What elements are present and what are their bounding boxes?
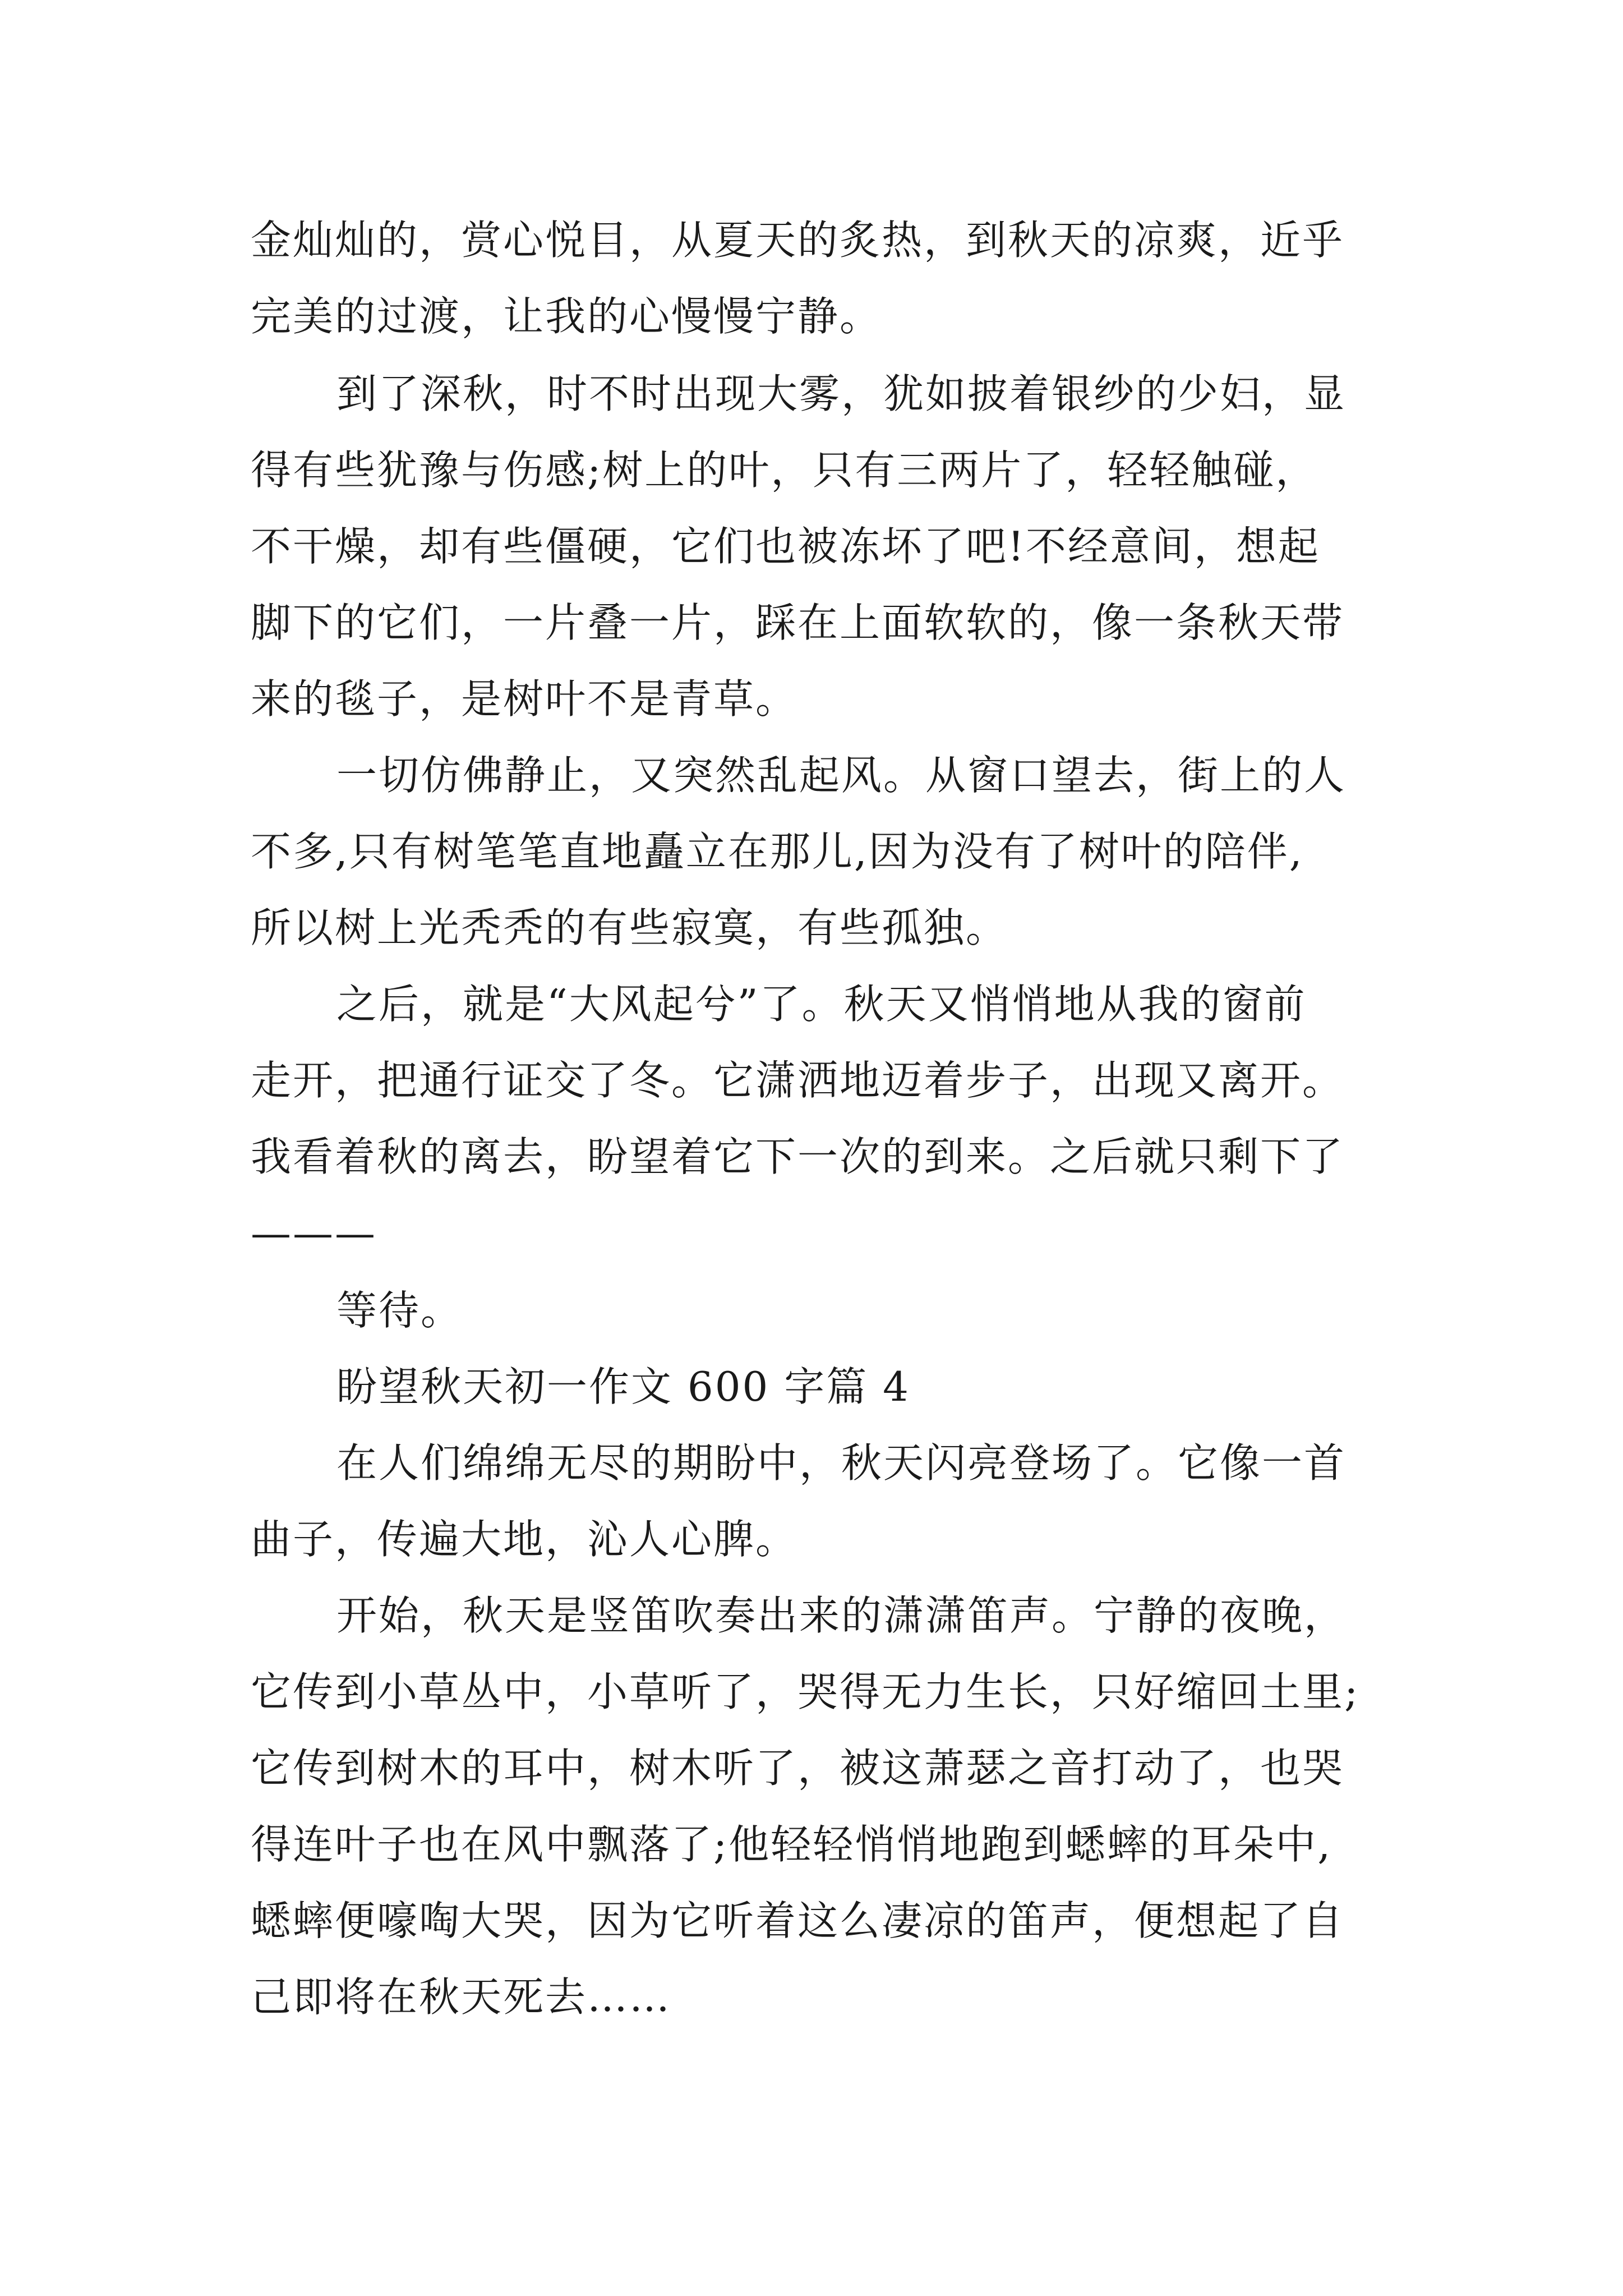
- dash-line: ———: [251, 1209, 377, 1257]
- text-line: 己即将在秋天死去……: [251, 1973, 672, 2021]
- paragraph-first-line: 到了深秋，时不时出现大雾，犹如披着银纱的少妇，显: [336, 370, 1347, 417]
- section-heading: 盼望秋天初一作文 600 字篇 4: [336, 1363, 910, 1410]
- text-line: 它传到树木的耳中，树木听了，被这萧瑟之音打动了，也哭: [251, 1745, 1345, 1792]
- text-line: 我看着秋的离去，盼望着它下一次的到来。之后就只剩下了: [251, 1133, 1345, 1180]
- text-line: 走开，把通行证交了冬。它潇洒地迈着步子，出现又离开。: [251, 1057, 1345, 1104]
- paragraph-first-line: 一切仿佛静止，又突然乱起风。从窗口望去，街上的人: [336, 752, 1347, 799]
- paragraph-first-line: 等待。: [336, 1287, 463, 1334]
- text-line: 来的毯子，是树叶不是青草。: [251, 675, 798, 723]
- text-line: 蟋蟀便嚎啕大哭，因为它听着这么凄凉的笛声，便想起了自: [251, 1897, 1345, 1944]
- text-line: 脚下的它们，一片叠一片，踩在上面软软的，像一条秋天带: [251, 599, 1345, 646]
- paragraph-first-line: 在人们绵绵无尽的期盼中，秋天闪亮登场了。它像一首: [336, 1439, 1347, 1487]
- text-line: 得有些犹豫与伤感;树上的叶，只有三两片了，轻轻触碰，: [251, 447, 1318, 494]
- text-line: 完美的过渡，让我的心慢慢宁静。: [251, 293, 882, 340]
- paragraph-first-line: 开始，秋天是竖笛吹奏出来的潇潇笛声。宁静的夜晚，: [336, 1592, 1347, 1639]
- text-line: 它传到小草丛中，小草听了，哭得无力生长，只好缩回土里;: [251, 1668, 1360, 1715]
- paragraph-first-line: 之后，就是“大风起兮”了。秋天又悄悄地从我的窗前: [336, 981, 1307, 1028]
- text-line: 得连叶子也在风中飘落了;他轻轻悄悄地跑到蟋蟀的耳朵中,: [251, 1821, 1332, 1868]
- text-line: 曲子，传遍大地，沁人心脾。: [251, 1516, 798, 1563]
- text-line: 金灿灿的，赏心悦目，从夏天的炙热，到秋天的凉爽，近乎: [251, 217, 1345, 264]
- text-line: 不多,只有树笔笔直地矗立在那儿,因为没有了树叶的陪伴,: [251, 828, 1304, 875]
- text-line: 不干燥，却有些僵硬，它们也被冻坏了吧!不经意间，想起: [251, 523, 1320, 570]
- text-line: 所以树上光秃秃的有些寂寞，有些孤独。: [251, 904, 1008, 951]
